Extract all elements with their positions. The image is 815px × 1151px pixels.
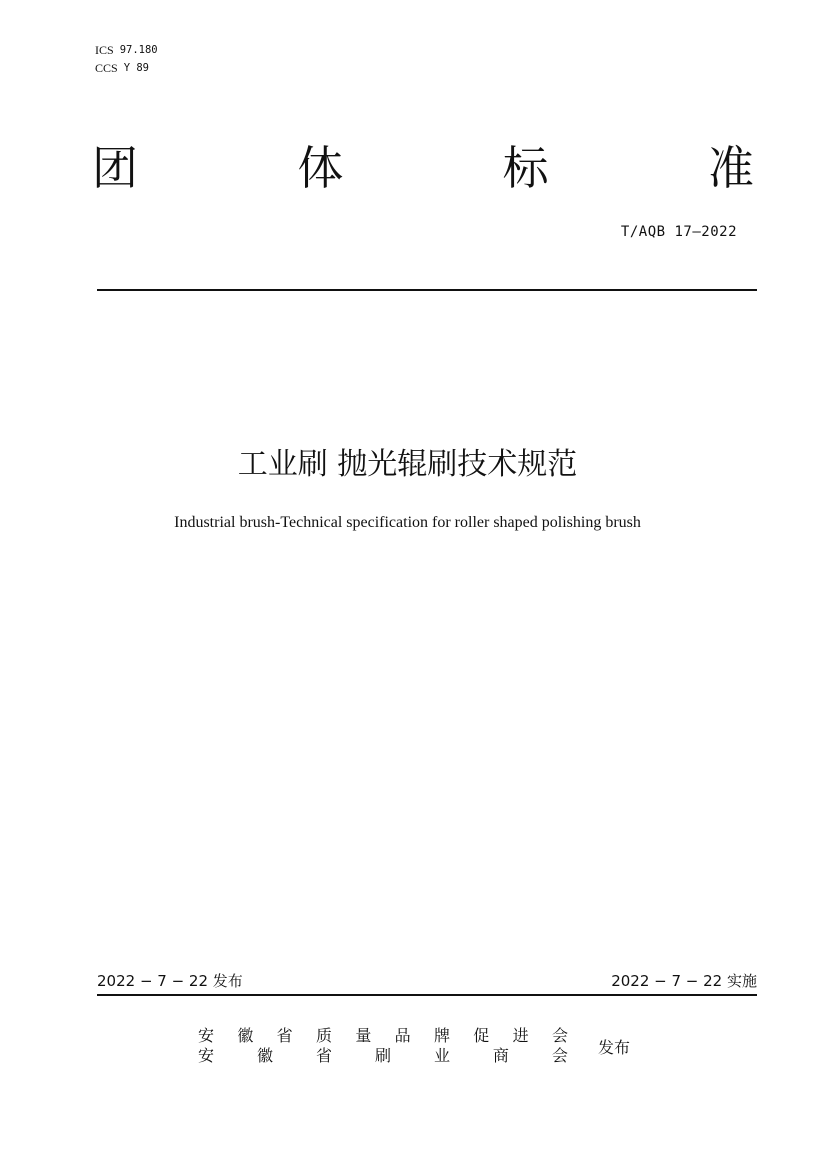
date-row (97, 970, 757, 992)
ics-label: ICS (95, 43, 114, 57)
org-char: 安 (198, 1046, 215, 1065)
org-char: 质 (315, 1026, 332, 1045)
heading-char: 体 (297, 141, 344, 195)
issue-date: 2022 − 7 − 22 发布 (97, 972, 243, 990)
standard-number: T/AQB 17—2022 (620, 224, 737, 240)
ics-value: 97.180 (119, 44, 158, 56)
org-char: 商 (492, 1046, 509, 1065)
org-char: 促 (473, 1026, 490, 1045)
org-char: 量 (355, 1026, 372, 1045)
group-standard-heading (92, 138, 754, 198)
org-char: 会 (551, 1046, 568, 1065)
document-title-en: Industrial brush-Technical specification for roller shaped polishing brush (174, 514, 641, 531)
document-title-cn: 工业刷 抛光辊刷技术规范 (237, 447, 578, 482)
org-char: 安 (198, 1026, 215, 1045)
effective-date: 2022 − 7 − 22 实施 (611, 972, 757, 990)
ccs-code (95, 59, 158, 77)
publisher-names (198, 1026, 568, 1066)
publisher-org-1 (198, 1026, 568, 1046)
org-char: 刷 (374, 1046, 391, 1065)
publish-label: 发布 (598, 1037, 631, 1057)
bottom-divider (97, 994, 757, 996)
heading-char: 团 (92, 141, 138, 195)
org-char: 进 (512, 1026, 529, 1045)
heading-char: 准 (707, 141, 754, 195)
org-char: 省 (315, 1046, 332, 1065)
heading-char: 标 (502, 141, 549, 195)
ccs-value: Y 89 (123, 62, 149, 74)
top-divider (97, 289, 757, 291)
org-char: 省 (276, 1026, 293, 1045)
org-char: 牌 (433, 1026, 450, 1045)
ccs-label: CCS (95, 61, 118, 75)
org-char: 会 (551, 1026, 568, 1045)
ics-code (95, 41, 158, 59)
publisher-block (198, 1026, 630, 1066)
org-char: 业 (433, 1046, 450, 1065)
publisher-org-2 (198, 1046, 568, 1066)
org-char: 徽 (256, 1046, 273, 1065)
classification-codes (95, 41, 158, 77)
org-char: 徽 (237, 1026, 254, 1045)
org-char: 品 (394, 1026, 411, 1045)
